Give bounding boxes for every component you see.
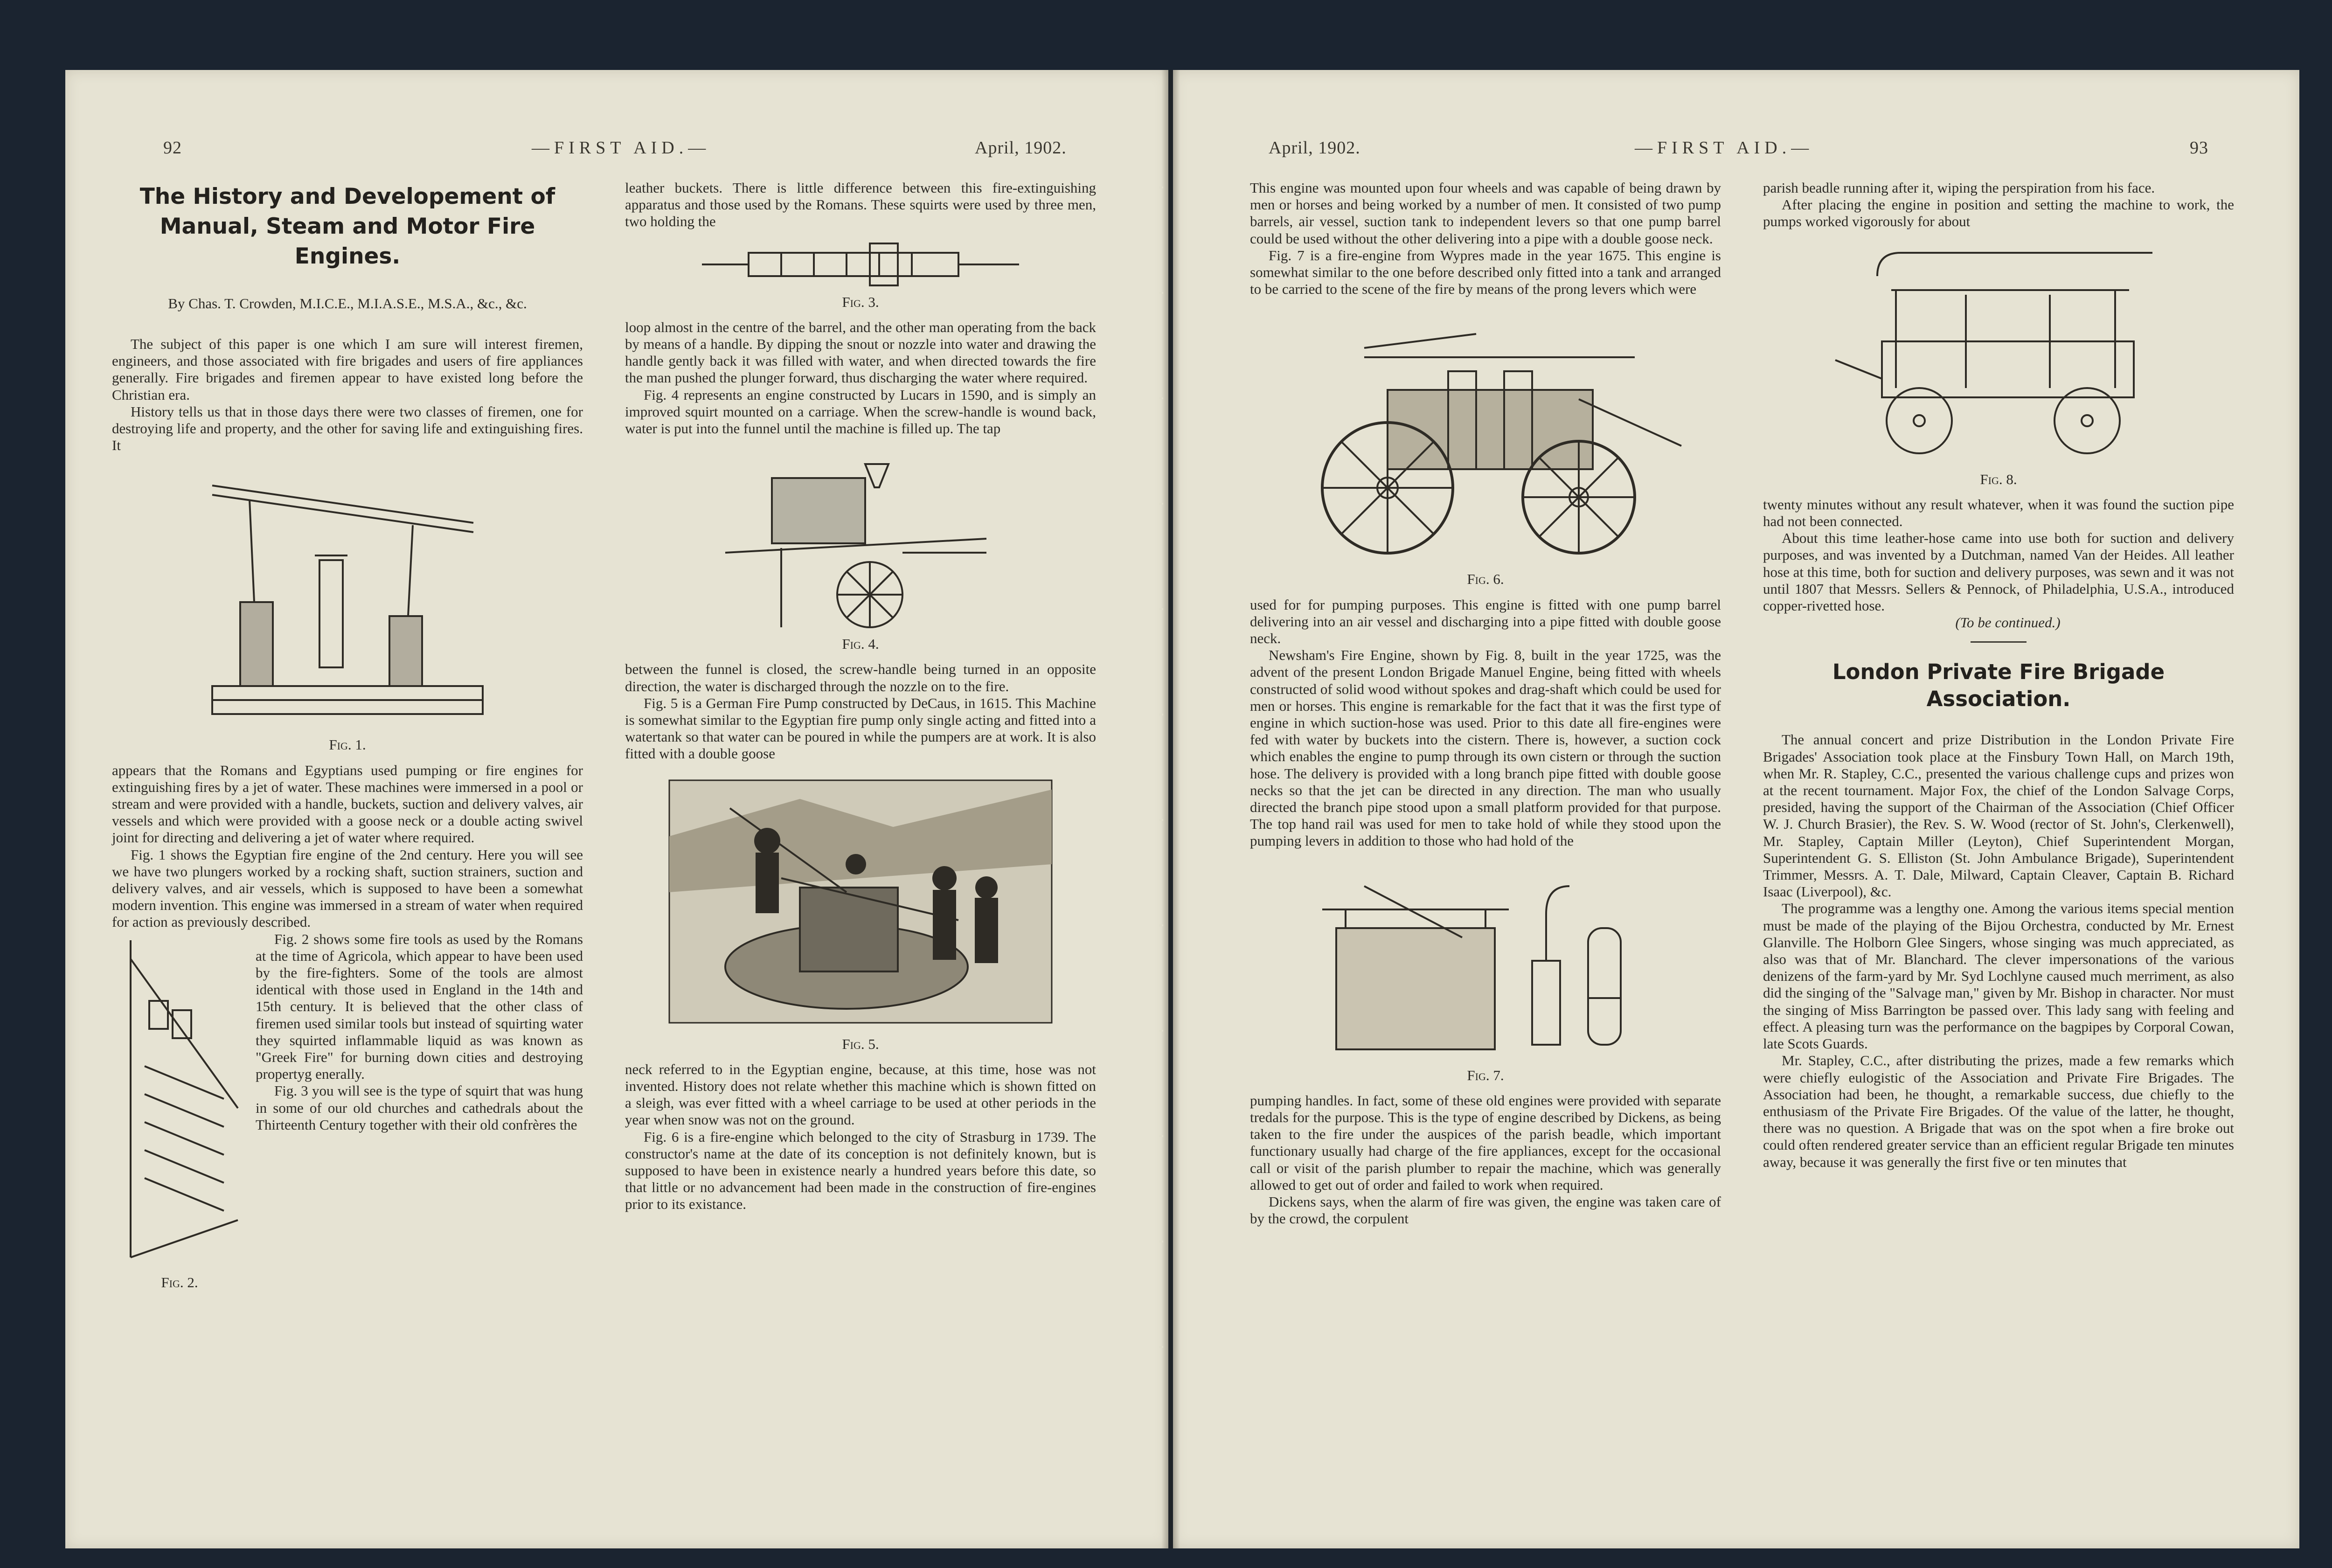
paragraph: between the funnel is closed, the screw-handle being turned in an opposite direction, the water is discharged through the nozzle on to the fire.	[625, 661, 1096, 694]
paragraph: loop almost in the centre of the barrel, and the other man operating from the back by means of a handle. By dipping the snout or nozzle into water and drawing the handle gently back it was filled with water, and when directed towards the fire the man pushed the plunger forward, thus discharging the water where required.	[625, 319, 1096, 386]
paragraph: The annual concert and prize Distribution in the London Private Fire Brigades' Association took place at the Finsbury Town Hall, on March 19th, when Mr. R. Stapley, C.C., presented the various challenge cups and prizes won at the recent tournament. Major Fox, the chief of the London Salvage Corps, presided, having the support of the Chairman of the Association (Chief Officer W. J. Church Brasier), the Rev. S. W. Wood (rector of St. John's, Clerkenwell), Mr. Stapley, Captain Miller (Leyton), Chief Superintendent Morgan, Superintendent G. S. Elliston (St. John Ambulance Brigade), Superintendent Trimmer, Messrs. A. T. Dale, Milward, Captain Cleaver, Captain B. Richard Isaac (Liverpool), &c.	[1763, 731, 2234, 900]
figure-7-caption: Fig. 7.	[1467, 1067, 1504, 1083]
paragraph: Dickens says, when the alarm of fire was given, the engine was taken care of by the crowd, the corpulent	[1250, 1193, 1721, 1227]
figure-3-caption: Fig. 3.	[842, 293, 879, 310]
right-column-1	[1250, 180, 1721, 1228]
figure-4-caption: Fig. 4.	[842, 636, 879, 652]
paragraph: Fig. 3 you will see is the type of squirt that was hung in some of our old churches and cathedrals about the Thirteenth Century together with their old confrères the	[256, 1082, 583, 1133]
paragraph: neck referred to in the Egyptian engine, because, at this time, hose was not invented. History does not relate whether this machine which is shown fitted on a sleigh, was ever fitted with a wheel carriage to be used at other periods in the year when snow was not on the ground.	[625, 1061, 1096, 1128]
squirt-illustration	[693, 239, 1028, 290]
paragraph: appears that the Romans and Egyptians used pumping or fire engines for extinguishing fires by a jet of water. These machines were immersed in a pool or stream and were provided with a handle, buckets, suction and delivery valves, air vessels and which were provided with a goose neck or a double acting swivel joint for directing and delivering a jet of water where required.	[112, 762, 583, 846]
figure-2	[112, 931, 247, 1291]
paragraph: twenty minutes without any result whatever, when it was found the suction pipe had not been connected.	[1763, 496, 2234, 530]
wypres-engine-illustration	[1308, 858, 1663, 1063]
continued-note: (To be continued.)	[1955, 614, 2061, 631]
paragraph: parish beadle running after it, wiping the perspiration from his face.	[1763, 180, 2155, 196]
paragraph: Newsham's Fire Engine, shown by Fig. 8, built in the year 1725, was the advent of the present London Brigade Manuel Engine, being fitted with wheels constructed of solid wood without spokes and drag-shaft which could be used for men or horses. This engine is remarkable for the fact that it was the first type of engine in which suction-hose was used. Prior to this date all fire-engines were fed with water by buckets into the cistern. There is, however, a suction cock which enables the engine to pump through its own cistern or through the suction hose. The delivery is provided with a long branch pipe fitted with double goose necks so that the jet can be directed in any direction. The man who usually directed the branch pipe stood upon a small platform provided for that purpose. The top hand rail was used for men to take hold of while they stood upon the pumping levers in addition to those who had hold of the	[1250, 647, 1721, 849]
left-page-number: 92	[163, 138, 182, 158]
paragraph: History tells us that in those days there were two classes of firemen, one for destroying life and property, and the other for saving life and extinguishing fires. It	[112, 403, 583, 454]
figure-8-caption: Fig. 8.	[1980, 471, 2017, 487]
article-title: The History and Developement of Manual, Steam and Motor Fire Engines.	[139, 184, 555, 269]
paragraph: used for for pumping purposes. This engine is fitted with one pump barrel delivering into an air vessel and discharging into a pipe fitted with double goose neck.	[1250, 596, 1721, 647]
book-gutter	[1161, 70, 1180, 1548]
strasburg-engine-illustration	[1280, 306, 1691, 567]
paragraph: Fig. 6 is a fire-engine which belonged to the city of Strasburg in 1739. The constructor's name at the date of its conception is not definitely known, but is supposed to have been in existence nearly a hundred years before this date, so that little or no advancement had been made in the construction of fire-engines prior to its existance.	[625, 1128, 1096, 1213]
newsham-engine-illustration	[1826, 239, 2171, 467]
paragraph: leather buckets. There is little difference between this fire-extinguishing apparatus and those used by the Romans. These squirts were used by three men, two holding the	[625, 180, 1096, 230]
roman-fire-tools-illustration	[112, 931, 247, 1267]
paragraph: This engine was mounted upon four wheels and was capable of being drawn by men or horses and being worked by a number of men. It consisted of two pump barrels, air vessel, suction tank to independent levers so that one pump barrel could be used without the other delivering into a pipe with a double goose neck.	[1250, 180, 1721, 247]
paragraph: Fig. 2 shows some fire tools as used by the Romans at the time of Agricola, which appear to have been used by the fire-fighters. Some of the tools are almost identical with those used in England in the 14th and 15th century. It is believed that the other class of firemen used similar tools but instead of squirting water they squirted inflammable liquid as was known as "Greek Fire" for burning down cities and destroying propertyg enerally.	[256, 930, 583, 1082]
section-title: London Private Fire Brigade Association.	[1832, 659, 2165, 712]
figure-6	[1250, 306, 1721, 588]
paragraph: After placing the engine in position and setting the machine to work, the pumps worked vigorously for about	[1763, 196, 2234, 230]
figure-6-caption: Fig. 6.	[1467, 571, 1504, 588]
figure-1	[112, 462, 583, 753]
paragraph: The subject of this paper is one which I am sure will interest firemen, engineers, and those associated with fire brigades and users of fire appliances generally. Fire brigades and firemen appear to have existed long before the Christian era.	[112, 336, 583, 403]
paragraph: About this time leather-hose came into use both for suction and delivery purposes, and was invented by a Dutchman, named Van der Heides. All leather hose at this time, both for suction and delivery purposes, was sewn and it was not until 1807 that Messrs. Sellers & Pennock, of Philadelphia, U.S.A., introduced copper-rivetted hose.	[1763, 530, 2234, 614]
figure-3	[625, 239, 1096, 311]
paragraph: Mr. Stapley, C.C., after distributing the prizes, made a few remarks which were chiefly eulogistic of the Association and Private Fire Brigades. The Association had been, he thought, a remarkable success, due chiefly to the enthusiasm of the Private Fire Brigades. Of the value of the latter, he thought, there was no question. A Brigade that was on the spot when a fire broke out could often rendered greater service than an efficient regular Brigade ten minutes away, because it was generally the first five or ten minutes that	[1763, 1052, 2234, 1170]
gutter-marks	[1159, 187, 1163, 1451]
figure-5	[625, 771, 1096, 1053]
paragraph: The programme was a lengthy one. Among the various items special mention must be made of the playing of the Bijou Orchestra, conducted by Mr. Ernest Glanville. The Holborn Glee Singers, whose singing was much appreciated, as also was that of Mr. Blanchard. The clever impersonations of the various denizens of the farm-yard by Mr. Syd Lochlyne caused much merriment, as also did the singing of the "Salvage man," given by Mr. Bishop in character. Nor must the singing of Miss Barrington be passed over. This lady sang with feeling and effect. A pleasing turn was the performance on the bagpipes by Corporal Cowan, late Scots Guards.	[1763, 900, 2234, 1052]
paragraph: pumping handles. In fact, some of these old engines were provided with separate tredals for the purpose. This is the type of engine described by Dickens, as being taken to the fire under the auspices of the parish beadle, which important functionary usually had charge of the fire appliances, except for the occasional call or visit of the parish plumber to repair the machine, which was generally allowed to get out of order and failed to work when required.	[1250, 1092, 1721, 1193]
left-masthead: —FIRST AID.—	[532, 138, 711, 158]
left-date: April, 1902.	[975, 138, 1067, 158]
right-page-number: 93	[2190, 138, 2208, 158]
figure-2-caption: Fig. 2.	[161, 1274, 198, 1290]
section-divider	[1971, 641, 2027, 643]
figure-1-caption: Fig. 1.	[329, 736, 366, 753]
article-byline: By Chas. T. Crowden, M.I.C.E., M.I.A.S.E., M.S.A., &c., &c.	[168, 295, 527, 312]
figure-7	[1250, 858, 1721, 1084]
left-column-2	[625, 180, 1096, 1213]
paragraph: Fig. 4 represents an engine constructed by Lucars in 1590, and is simply an improved squirt mounted on a carriage. When the screw-handle is wound back, water is put into the funnel until the machine is filled up. The tap	[625, 386, 1096, 437]
right-masthead: —FIRST AID.—	[1635, 138, 1814, 158]
german-fire-pump-engraving	[660, 771, 1061, 1032]
right-date: April, 1902.	[1269, 138, 1360, 158]
egyptian-fire-engine-illustration	[203, 462, 492, 733]
right-column-2	[1763, 180, 2234, 1171]
figure-8	[1763, 239, 2234, 488]
right-running-head	[1173, 138, 2299, 175]
left-running-head	[65, 138, 1168, 175]
figure-5-caption: Fig. 5.	[842, 1035, 879, 1052]
paragraph: Fig. 7 is a fire-engine from Wypres made in the year 1675. This engine is somewhat similar to the one before described only fitted into a tank and arranged to be carried to the scene of the fire by means of the prong levers which were	[1250, 247, 1721, 298]
figure-4	[625, 445, 1096, 652]
paragraph: Fig. 1 shows the Egyptian fire engine of the 2nd century. Here you will see we have two plungers worked by a rocking shaft, suction strainers, suction and delivery valves, and air vessels, which is supposed to have been a somewhat modern invention. This engine was immersed in a stream of water when required for action as previously described.	[112, 846, 583, 930]
left-column-1	[112, 182, 583, 1295]
paragraph: Fig. 5 is a German Fire Pump constructed by DeCaus, in 1615. This Machine is somewhat similar to the Egyptian fire pump only single acting and fitted into a watertank so that water can be poured in while the pumpers are at work. It is also fitted with a double goose	[625, 694, 1096, 762]
lucars-engine-illustration	[669, 445, 1052, 632]
